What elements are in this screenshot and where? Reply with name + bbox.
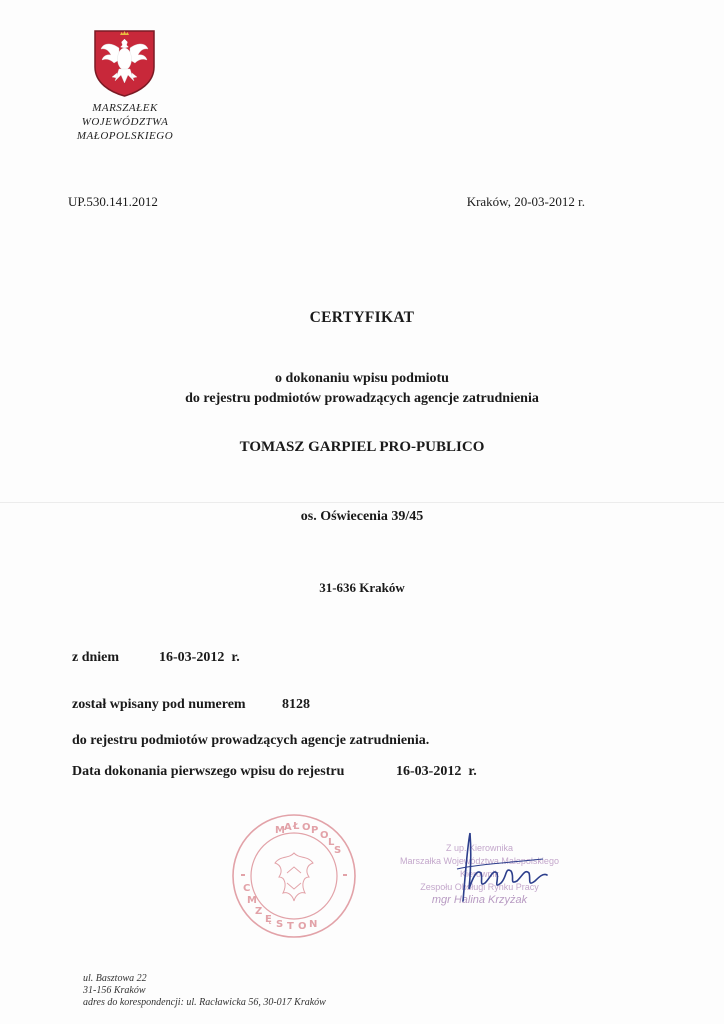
registered-label: został wpisany pod numerem (72, 697, 246, 712)
footer-line: ul. Basztowa 22 (83, 973, 147, 984)
signatory-name: mgr Halina Krzyżak (431, 894, 528, 906)
address-city: 31-636 Kraków (319, 580, 405, 595)
svg-text:O: O (302, 822, 311, 833)
coat-of-arms-icon (93, 29, 156, 98)
svg-text:O: O (320, 830, 329, 841)
svg-text:S: S (276, 919, 284, 930)
register-text: do rejestru podmiotów prowadzących agencje zatrudnienia. (72, 733, 430, 748)
svg-text:C: C (243, 883, 251, 894)
stamp-line: Zespołu Obsługi Rynku Pracy (420, 882, 539, 892)
document-title: CERTYFIKAT (309, 309, 415, 326)
svg-text:S: S (334, 845, 342, 856)
address-street: os. Oświecenia 39/45 (300, 509, 424, 524)
svg-text:Ł: Ł (293, 821, 300, 832)
reference-number: UP.530.141.2012 (68, 194, 158, 209)
svg-text:N: N (309, 919, 318, 930)
svg-text:L: L (328, 837, 335, 848)
registration-number: 8128 (282, 697, 310, 712)
subtitle-line: o dokonaniu wpisu podmiotu (275, 371, 449, 386)
subtitle-line: do rejestru podmiotów prowadzących agencje zatrudnienia (185, 391, 539, 406)
issuer-line: WOJEWÓDZTWA (81, 116, 169, 128)
stamp-line: Kierownik (459, 869, 499, 879)
svg-text:Z: Z (255, 906, 263, 917)
svg-text:P: P (311, 825, 319, 836)
stamp-line: Z up. Kierownika (445, 843, 514, 853)
first-entry-date: 16-03-2012 r. (396, 764, 477, 779)
svg-text:A: A (284, 822, 292, 833)
round-seal-stamp (229, 811, 359, 941)
place-and-date: Kraków, 20-03-2012 r. (466, 194, 585, 209)
entry-date-value: 16-03-2012 r. (159, 650, 240, 665)
company-name: TOMASZ GARPIEL PRO-PUBLICO (239, 439, 485, 455)
svg-text:Ę: Ę (265, 914, 272, 925)
entry-date-label: z dniem (72, 650, 120, 665)
issuer-line: MAŁOPOLSKIEGO (76, 130, 174, 142)
issuer-heading (60, 101, 190, 143)
stamp-line: Marszałka Województwa Małopolskiego (400, 856, 559, 866)
svg-text:O: O (298, 921, 307, 932)
footer-address (83, 973, 326, 1009)
paper-fold-line (0, 502, 724, 503)
svg-text:M: M (275, 825, 285, 836)
handwritten-signature (443, 829, 553, 909)
issuer-line: MARSZAŁEK (92, 102, 158, 114)
svg-text:T: T (287, 921, 294, 932)
footer-line: adres do korespondencji: ul. Racławicka 56, 30-017 Kraków (83, 997, 326, 1008)
first-entry-label: Data dokonania pierwszego wpisu do rejestru (72, 764, 345, 779)
footer-line: 31-156 Kraków (83, 985, 146, 996)
svg-text:M: M (247, 895, 257, 906)
